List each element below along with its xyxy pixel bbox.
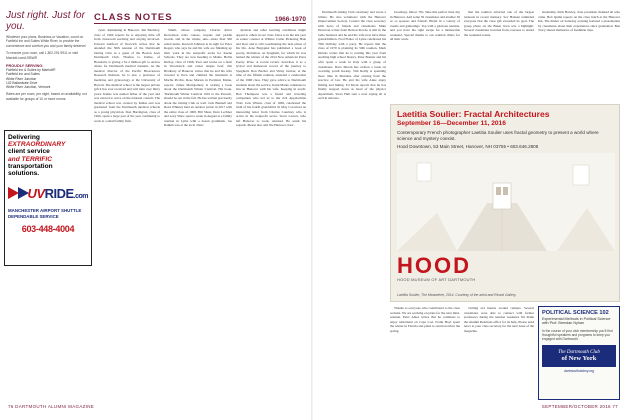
class-notes-column-7 [538,10,620,102]
uvride-phone[interactable]: 603-448-4004 [21,224,75,235]
page-footer-right: SEPTEMBER/OCTOBER 2016 77 [541,404,618,409]
page-footer-left: 76 DARTMOUTH ALUMNI MAGAZINE [8,404,95,409]
hotel-ad[interactable] [4,8,92,126]
hotel-ad-listing-line: Fairfield Inn and Suites [6,72,40,77]
class-notes-column-2 [164,28,232,400]
hotel-ad-fineprint: Rates are per room, per night, based on availability, not available for groups of 10 or more rooms. [6,92,87,101]
class-notes-column-6 [464,10,534,102]
hotel-ad-body: Whatever your plans, Business or Vacation, count on Fairfield Inn and Suites White River, to provide the convenience and comfort you and your family deserve! [6,35,86,48]
hood-ad-description: Contemporary French photographer Laetitia Soulier uses fractal geometry to present a world where science and mystery coexist. [397,130,599,141]
club-logo [542,345,616,367]
uvride-line: and TERRIFIC [8,155,52,163]
hood-museum-ad[interactable] [390,104,620,302]
hood-ad-title: Laetitia Soulier: Fractal Architectures [397,109,550,119]
left-ad-column [4,8,92,266]
page-gutter [311,0,313,420]
column-text: visiting old haunts around campus. Several classmates were able to connect with former professors during the reunion weekend. We thank the Alumni Relations office for its help. Please send news to your class secretary for the next issue of the magazine. [464,306,534,333]
class-notes-column-5 [390,10,460,102]
uvride-line: transportation [8,162,53,170]
club-url-link[interactable]: dartmouthclubny.org [564,369,594,374]
hood-logo-text: HOOD [397,253,471,278]
dartmouth-club-ad[interactable] [538,306,620,400]
uvride-line: solutions. [8,170,40,178]
uvride-logo-a: UV [27,185,45,201]
class-notes-column-3 [236,28,306,400]
section-title: CLASS NOTES [94,12,173,23]
column-text: that the reunion attracted one of the largest turnouts in recent memory. Sev Hansen reminded everyone that the class gift exceeded its goal. The group photo on the Baker lawn was a highlight. Several classmates traveled from overseas to attend the weekend events. [464,10,534,37]
class-notes-column-1 [94,28,160,400]
column-text: dyslexia and other learning conditions might appeal to others in our class. Dave is in the last year as senior counsel at Wilmer Cutler Pickering Hale and Dorr and is still coordinating the next phase of his life. Arne Bergquist has published a book of poetry, Invitation, on Spaghetti, for which he was named the winner of the 2014 New American Press Poetry Prize. A recent review describes it as a lyrical and humorous record of the journey to Spaghetti. Ron Bachor and Vinny Gruber, at the time of the fiftieth reunion, attended a celebration of the 1968 class. They gave advice to Dartmouth students about the service. Kenn Marks continues to live in Hanover with his wife. Keeping in touch: Bob Thompson was a friend and traveling companion who led us to the rich Appalachian Trail. Jack Wilson, class of 1969, celebrated the birth of his fourth grandchild. In May I received an interesting letter from Charles Courtney who is active in the nonprofit sector. Steve Larson, who left Hanover to work, returned. He sends his regards. Please also add 'the Hanover class'. [236,28,306,128]
club-logo-line-1: The Dartmouth Club [558,350,600,356]
column-text: leadership. Rick Hawley, class president, thanked all who came. Bob Quinn reports on the class lunch at the Hanover Inn. The dinner on Saturday evening featured a presentation by classmates about their experiences since graduation. Ben Tracy shared memories of freshman trips. [538,10,620,33]
hood-logo [397,253,476,282]
club-logo-line-2: of New York [561,355,597,363]
ps-ad-subtitle: Experimental Methods in Political Science with Prof. Brendan Nyhan [542,317,611,326]
column-text: Dartmouth Outing Club ceremony and wrote a tribute. He also volunteers with the Hanover Improvement Society. Contact the class secretary with news of friends and classmates. Mike Donovan writes from Boston that he is still in the radio business and he and his wife now have three grandchildren. Fred Fisher of Lyme celebrated his 70th birthday with a party. He reports that the class of 1970 is planning its 50th reunion. Mark Dubois writes that he is retiring this year from teaching high school history. Peter Bonner and his wife spent a week in Italy with a group of classmates. Dave Moran has written a book on coaching youth hockey. Tim Reilly is spending more time in Montana after retiring from the practice of law. He and his wife Anne enjoy fishing and hiking. Ed Klein reports that he has finally stepped down as head of the physics department. Steve Hall sent a note saying all is well in Arizona. [318,10,386,101]
class-notes-column-8 [390,306,460,400]
uvride-tagline [8,134,88,177]
hood-ad-artwork [397,153,615,251]
class-notes-column-9 [464,306,534,400]
column-text: Thanks to everyone who contributed to the class website. We are working on plans for the next mini-reunion. Peter Ames writes that he continues to enjoy retirement on Cape Cod. Frank Hoyt spent the winter in Florida and plans to return north in the spring. [390,306,460,333]
hotel-ad-listing-line: Fairfield Inn & Suites by Marriott® [6,68,56,73]
hotel-ad-listing [6,64,90,89]
uvride-services: MANCHESTER AIRPORT SHUTTLE DEPENDABLE SERVICE [8,208,82,219]
section-years: 1966-1970 [274,16,306,23]
ps-ad-title: POLITICAL SCIENCE 102 [542,310,609,316]
hotel-ad-listing-line: White River Junction [6,76,37,81]
uvride-line: Delivering [8,134,40,141]
hood-logo-sub: HOOD MUSEUM OF ART DARTMOUTH [397,277,476,282]
uvride-ad[interactable] [4,130,92,266]
ps-ad-body: In the course of your club membership you'll find thoughtful speakers and programs to keep you engaged with Dartmouth. [542,328,613,342]
uvride-line: client service [8,148,50,156]
uvride-line: EXTRAORDINARY [8,141,66,149]
hotel-ad-headline: Just right. Just for you. [6,10,85,32]
column-text: Smith, whose company Charles River Recreation rents canoes, kayaks and paddle boards, and in the winter, skis—more than 500 rental items. Roswell Johnson is in sight for Peter Rogers who says he and his wife are finishing up their work in the nonprofit arena for Keene Schools. They are now heading to Maine. Hollis Kirtley, class of 1968, lives and works on a farm in Woodstock and raises Angus beef. Jim Bradbury of Hanover writes that he and his wife traveled to Peru and climbed the mountain at Machu Picchu. Rose Marten in Portland, Maine, reports. James Montgomery is writing a book about the Dartmouth Winter Carnival. His book, 'Dartmouth Winter Carnival 1910 to the Present', should be out in the fall. He has written previously about the Outing Club as well. Jack Bunnell and Reed Whitney held an outdoor picnic in 2017 with the entire class of 1968. Bill Shaw, Dave Lechner and Gary Shaw spent a week in August at a family reunion in Lyme with a dozen grandkids. Joe Rankin was at the local clinic. [164,28,232,128]
hood-ad-dates: September 16—December 11, 2016 [397,120,506,127]
hotel-ad-reserve: To reserve your room, call 1.802.291.9911 or visit Marriott.com/LEBWR [6,51,78,60]
fractal-architecture-image [397,153,615,251]
hood-ad-address: Hood Downtown, 53 Main Street, Hanover, NH 03755 • 603.646.2808 [397,144,539,150]
arrow-logo-icon [8,183,26,203]
class-notes-column-4 [318,10,386,400]
uvride-logo-text [28,186,88,201]
uvride-logo-b: RIDE [44,185,74,201]
column-text: cynic. Remaining in Hanover. Jim Bardsley, class of 1966 reports he is enjoying time off from classroom teaching and staying involved. Edward Ashford of Norwich writes that he attended the 50th reunion of the Dartmouth Outing Club as a guest of the Boston Area Dartmouth Club. Thomas G. Kuhse, of Honolulu, is giving a $1.2 million gift to endow chairs for Dartmouth medical students. As the medical director of the Pacific Biosciences Research Institute, he is also a professor of medicine and gynecology at the University of Hawaii. The medical school is the largest private gift it has ever received and will train over thirty years. Kuhse was named father of the year and was elected to serve on the national council. The medical school was created by Kuhse and was graduated from the Dartmouth medical schools as a young physician. Don Harrington, class of 1966, spent a large part of his year continuing to work at a small family firm. [94,28,160,123]
column-text: Greetings, fellow '70s. Take this perfect June day in Hanover. Add some 50 classmates and another 30 or so spouses and friends. Blend in a variety of events and gatherings. Top with a glorious reunion, and you have the right recipe for a memorable weekend. Special thanks to our reunion chairs for all their work. [390,10,460,42]
hotel-ad-listing-line: 102 Ballardvale Drive [6,80,38,85]
uvride-logo-c: .com [73,192,88,200]
hotel-ad-listing-title: PROUDLY SERVING: [6,64,44,69]
uvride-logo [8,182,88,204]
hood-ad-caption: Laetitia Soulier, The Meanderer, 2014. Courtesy of the artist and Ricard Gallery. [397,293,517,297]
hotel-ad-listing-line: White River Junction, Vermont [6,85,51,90]
section-header [94,8,306,24]
